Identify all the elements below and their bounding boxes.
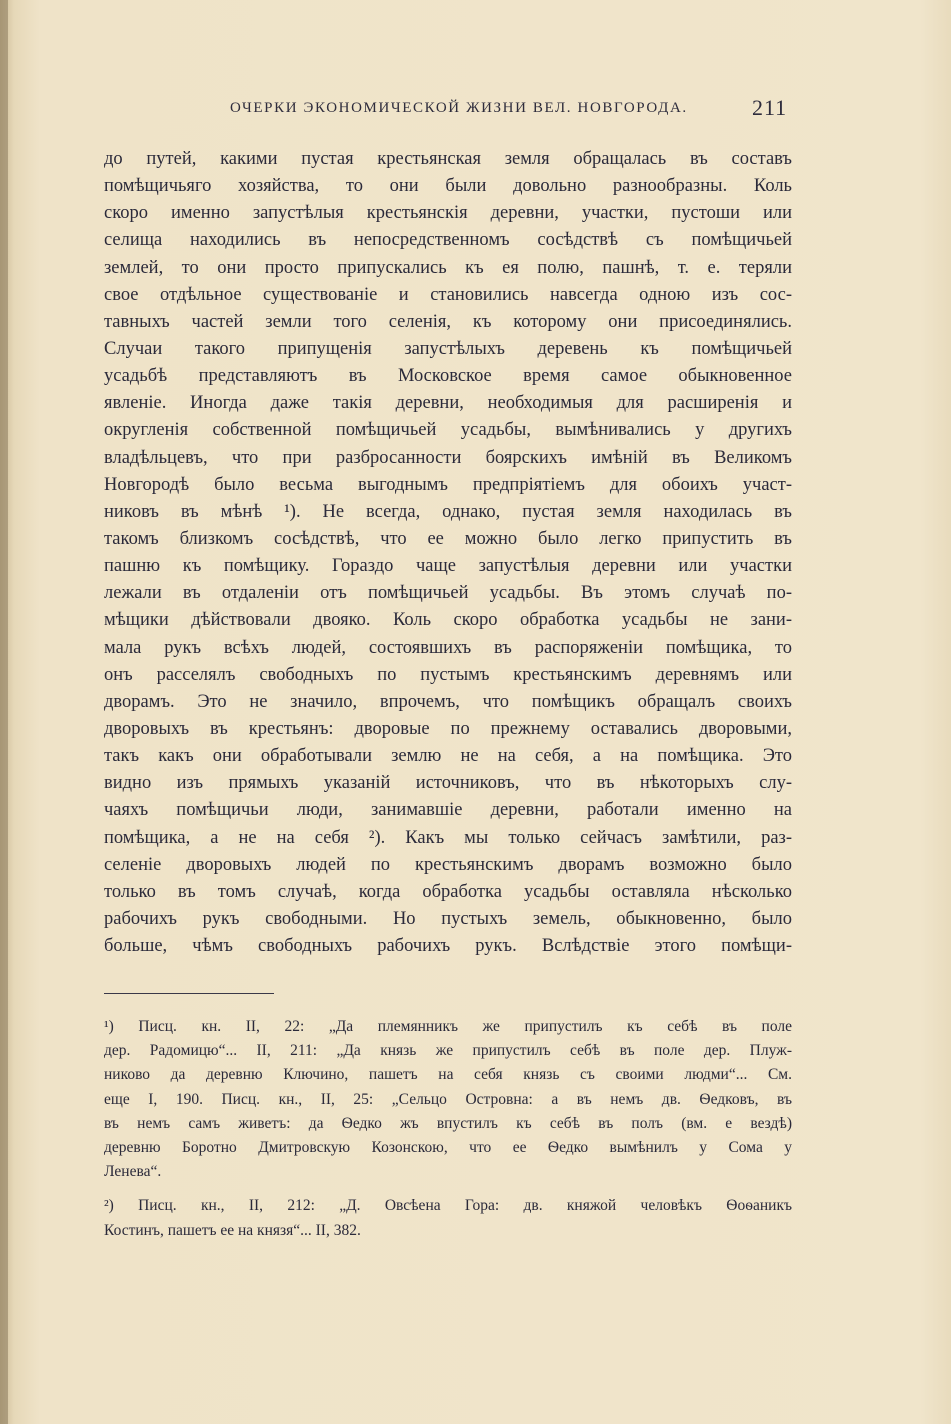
footnote-line: никово да деревню Ключино, пашетъ на себя князь съ своими людми“... См. xyxy=(104,1066,792,1084)
text-line: Случаи такого припущенія запустѣлыхъ деревень къ помѣщичьей xyxy=(104,338,792,359)
text-line: чаяхъ помѣщичьи люди, занимавшіе деревни, работали именно на xyxy=(104,800,792,821)
text-line: такъ какъ они обработывали землю не на себя, а на помѣщика. Это xyxy=(104,746,792,767)
footnote-line: ¹) Писц. кн. II, 22: „Да племянникъ же припустилъ къ себѣ въ поле xyxy=(104,1018,792,1035)
footnote-line: еще I, 190. Писц. кн., II, 25: „Сельцо Островна: а въ немъ дв. Ѳедковъ, въ xyxy=(104,1090,792,1108)
text-line: землей, то они просто припускались къ ея полю, пашнѣ, т. е. теряли xyxy=(104,257,792,278)
text-line: до путей, какими пустая крестьянская земля обращалась въ составъ xyxy=(104,149,792,169)
text-line: никовъ въ мѣнѣ ¹). Не всегда, однако, пустая земля находилась въ xyxy=(104,501,792,522)
text-line: владѣльцевъ, что при разбросанности боярскихъ имѣній въ Великомъ xyxy=(104,447,792,468)
footnote-line: Костинъ, пашетъ ее на князя“... II, 382. xyxy=(104,1221,361,1239)
text-line: усадьбѣ представляютъ въ Московское время самое обыкновенное xyxy=(104,366,792,387)
text-line: больше, чѣмъ свободныхъ рабочихъ рукъ. Вслѣдствіе этого помѣщи- xyxy=(104,936,792,957)
text-line: явленіе. Иногда даже такія деревни, необходимыя для расширенія и xyxy=(104,393,792,414)
text-line: дворовыхъ въ крестьянъ: дворовые по прежнему оставались дворовыми, xyxy=(104,718,792,739)
text-line: помѣщичьяго хозяйства, то они были довольно разнообразны. Коль xyxy=(104,176,792,197)
main-text-block xyxy=(104,146,792,960)
text-line: мѣщики дѣйствовали двояко. Коль скоро обработка усадьбы не зани- xyxy=(104,610,792,631)
text-line: свое отдѣльное существованіе и становились навсегда одною изъ сос- xyxy=(104,284,792,305)
text-line: только въ томъ случаѣ, когда обработка усадьбы оставляла нѣсколько xyxy=(104,881,792,902)
footnotes-block xyxy=(104,1015,792,1243)
footnote-gap xyxy=(104,1184,792,1194)
text-line: лежали въ отдаленіи отъ помѣщичьей усадьбы. Въ этомъ случаѣ по- xyxy=(104,583,792,604)
footnote-line: Ленева“. xyxy=(104,1163,162,1181)
text-line: округленія собственной помѣщичьей усадьбы, вымѣнивались у другихъ xyxy=(104,420,792,441)
running-head-title: ОЧЕРКИ ЭКОНОМИЧЕСКОЙ ЖИЗНИ ВЕЛ. НОВГОРОДА. xyxy=(230,100,688,116)
text-line: рабочихъ рукъ свободными. Но пустыхъ земель, обыкновенно, было xyxy=(104,908,792,929)
footnote-line: ²) Писц. кн., II, 212: „Д. Овсѣена Гора: дв. княжой человѣкъ Ѳоѳаникъ xyxy=(104,1197,792,1215)
text-line: такомъ близкомъ сосѣдствѣ, что ее можно было легко припустить въ xyxy=(104,528,792,549)
footnote-line: дер. Радомицю“... II, 211: „Да князь же припустилъ себѣ въ поле дер. Плуж- xyxy=(104,1042,792,1060)
text-line: селеніе дворовыхъ людей по крестьянскимъ дворамъ возможно было xyxy=(104,854,792,875)
footnote-line: деревню Боротно Дмитровскую Козонскою, что ее Ѳедко вымѣнилъ у Сома у xyxy=(104,1138,792,1156)
text-line: онъ расселялъ свободныхъ по пустымъ крестьянскимъ деревнямъ или xyxy=(104,664,792,685)
text-line: селища находились въ непосредственномъ сосѣдствѣ съ помѣщичьей xyxy=(104,230,792,251)
page-number: 211 xyxy=(752,95,788,120)
text-line: помѣщика, а не на себя ²). Какъ мы только сейчасъ замѣтили, раз- xyxy=(104,827,792,848)
text-line: видно изъ прямыхъ указаній источниковъ, что въ нѣкоторыхъ слу- xyxy=(104,773,792,794)
text-line: мала рукъ всѣхъ людей, состоявшихъ въ распоряженіи помѣщика, то xyxy=(104,637,792,658)
text-line: скоро именно запустѣлыя крестьянскія деревни, участки, пустоши или xyxy=(104,203,792,224)
text-line: пашню къ помѣщику. Гораздо чаще запустѣлыя деревни или участки xyxy=(104,556,792,577)
text-line: дворамъ. Это не значило, впрочемъ, что помѣщикъ обращалъ своихъ xyxy=(104,691,792,712)
footnote-line: въ немъ самъ живетъ: да Ѳедко жъ впустилъ къ себѣ въ полъ (вм. е вездѣ) xyxy=(104,1114,792,1132)
footnote-separator xyxy=(104,993,274,994)
text-line: тавныхъ частей земли того селенія, къ которому они присоединялись. xyxy=(104,311,792,332)
text-line: Новгородѣ было весьма выгоднымъ предпріятіемъ для обоихъ участ- xyxy=(104,474,792,495)
page-spine-shadow xyxy=(0,0,8,1424)
